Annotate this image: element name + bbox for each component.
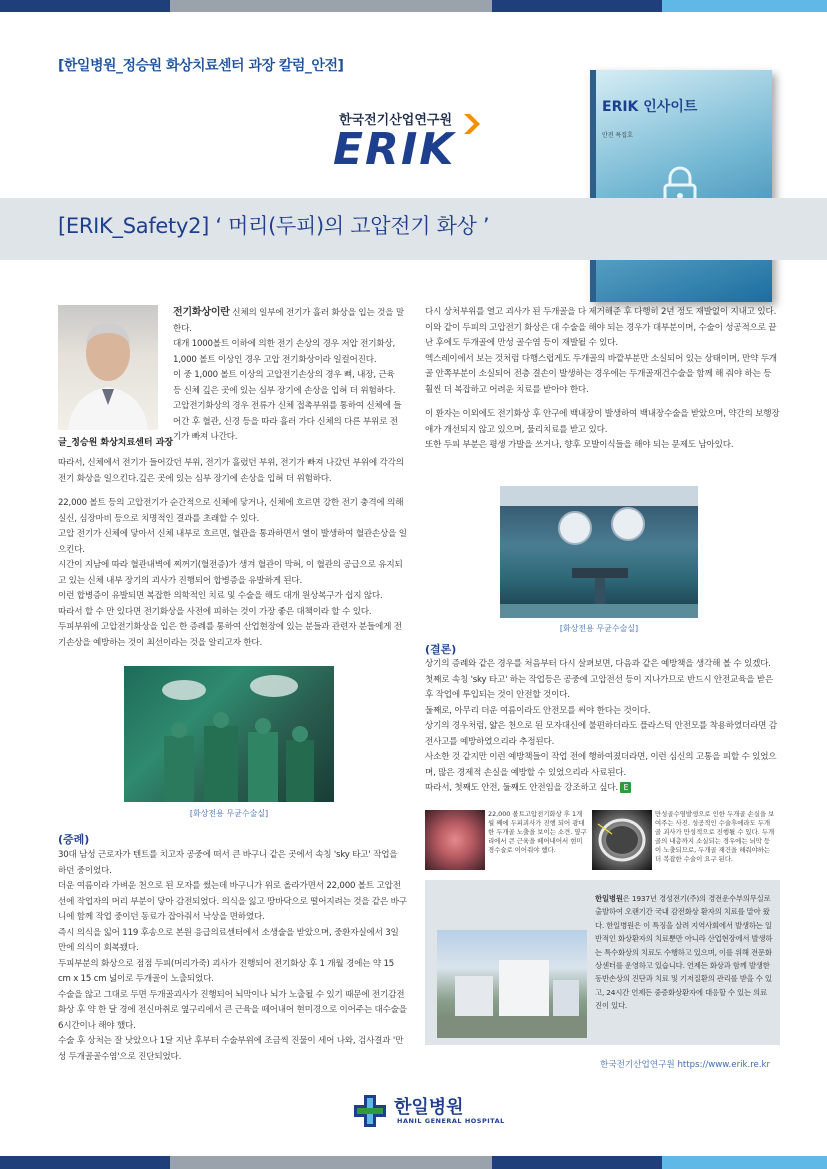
erik-logo-mark-icon xyxy=(460,110,488,138)
paragraph: 상기의 증례와 같은 경우를 처음부터 다시 살펴보면, 다음과 같은 예방책을 생각해 볼 수 있겠다. xyxy=(425,659,771,669)
case-text xyxy=(58,848,408,1065)
paragraph: 22,000 볼트 등의 고압전기가 순간적으로 신체에 닿거나, 신체에 흐르면 강한 전기 충격에 의해 실신, 심장마비 등으로 치명적인 결과를 초래할 수 있다. xyxy=(58,498,404,524)
hospital-description-text: 은 1937년 경성전기(주)의 경전운수부의무실로 출발하여 오랜기간 국내 감전화상 환자의 치료를 맡아 왔다. 한일병원은 이 특징을 살려 지역사회에서 발생하는 일반적인 화상환자의 치료뿐만 아니라 산업현장에서 발생하는 특수화상의 치료도 수행하고 있으며, 이를 위해 전문화상센터를 운영하고 있습니다. 언제든 화상과 함께 발생한 동반손상의 진단과 치료 및 기저질환의 관리를 받을 수 있고, 24시간 언제든 중증화상환자에 대응할 수 있는 의료진이 있다. xyxy=(595,894,773,1011)
author-photo xyxy=(58,305,158,430)
left-body-text xyxy=(58,456,408,651)
right-body-text xyxy=(425,305,780,454)
paragraph: 다시 상처부위를 열고 괴사가 된 두개골을 다 제거해준 후 다행히 2년 정도 재발없이 지내고 있다. xyxy=(425,307,777,317)
paragraph: 고압 전기가 신체에 닿아서 신체 내부로 흐르면, 혈관을 통과하면서 열이 발생하여 혈관손상을 일으킨다. xyxy=(58,529,407,555)
article-title: [ERIK_Safety2] ‘ 머리(두피)의 고압전기 화상 ’ xyxy=(58,214,490,238)
paragraph: 수술을 않고 그대로 두면 두개골괴사가 진행되어 뇌막이나 뇌가 노출될 수 있기 때문에 전기감전 화상 후 약 한 달 경에 전신마취로 옆구리에서 큰 근육을 떼어내어 현미경으로 이어주는 대수술을 6시간이나 해야 했다. xyxy=(58,989,407,1031)
case-heading: (증례) xyxy=(58,833,90,846)
paragraph: 즉시 의식을 잃어 119 후송으로 본원 응급의료센터에서 소생술을 받았으며, 중환자실에서 3일 만에 의식이 회복됐다. xyxy=(58,927,399,953)
paragraph: 따라서 할 수 만 있다면 전기화상을 사전에 피하는 것이 가장 좋은 대책이라 할 수 있다. xyxy=(58,606,372,617)
hospital-name-bold: 한일병원 xyxy=(595,894,623,903)
hospital-logo-name: 한일병원 xyxy=(394,1097,464,1118)
hospital-description xyxy=(595,892,773,1013)
intro-line: 1,000 볼트 이상인 경우 고압 전기화상이라 일컬어진다. xyxy=(173,354,377,365)
conclusion-text xyxy=(425,657,780,797)
magazine-cover xyxy=(590,70,772,302)
paragraph: 이 환자는 이외에도 전기화상 후 안구에 백내장이 발생하여 백내장수술을 받았으며, 약간의 보행장애가 개선되지 않고 있으며, 물리치료를 받고 있다. xyxy=(425,409,780,435)
skull-xray-caption: 만성골수염발생으로 인한 두개골 손실을 보여주는 사진. 성공적인 수술후에라도 두개골 괴사가 만성적으로 진행될 수 있다. 두개골의 내층까지 소실되는 경우에는 뇌막 등이 노출되므로, 두개골 재건을 해줘야하는 더 복잡한 수술이 요구 된다. xyxy=(655,810,775,863)
erik-logo: ERIK xyxy=(333,124,456,175)
photo2-caption: [화상전용 무균수술실] xyxy=(559,624,639,633)
paragraph: 또한 두피 부분은 평생 가발을 쓰거나, 향후 모발이식들을 해야 되는 문제도 남아있다. xyxy=(425,440,734,450)
org-name: 한국전기산업연구원 xyxy=(339,113,453,128)
paragraph: 사소한 것 같지만 이런 예방책들이 작업 전에 행하여졌더라면, 이런 심신의 고통을 피할 수 있었으며, 많은 경제적 손실을 예방할 수 있었으리라 사료된다. xyxy=(425,752,777,778)
top-color-strip xyxy=(0,0,827,12)
column-tag: [한일병원_정승원 화상치료센터 과장 칼럼_안전] xyxy=(58,58,344,74)
surgical-lights-icon xyxy=(500,486,698,618)
bottom-color-strip xyxy=(0,1156,827,1169)
skull-xray-photo xyxy=(592,810,652,870)
paragraph: 따라서, 신체에서 전기가 들어갔던 부위, 전기가 흘렀던 부위, 전기가 빠져 나갔던 부위에 각각의 전기 화상을 일으킨다.깊은 곳에 있는 심부 장기에 손상을 입혀 더 위험하다. xyxy=(58,458,404,484)
paragraph: 더운 여름이라 가벼운 천으로 된 모자를 썼는데 바구니가 위로 올라가면서 22,000 볼트 고압전선에 작업자의 머리 부분이 닿아 감전되었다. 의식을 잃고 땅바닥으로 떨어지려는 것을 같은 바구니에 함께 작업 중이던 동료가 잡아줘서 낙상을 면하였다. xyxy=(58,881,407,922)
operating-room-photo xyxy=(500,486,698,618)
hospital-building-icon xyxy=(437,930,587,1038)
intro-lead: 신체의 일부에 전기가 흘러 화상을 입는 것을 말한다. xyxy=(173,308,404,334)
surgery-photo xyxy=(124,666,334,802)
hospital-building-photo xyxy=(437,930,587,1038)
magazine-spine xyxy=(590,70,596,302)
magazine-title: ERIK 인사이트 xyxy=(602,99,698,115)
end-mark-icon: E xyxy=(620,782,631,793)
photo1-caption: [화상전용 무균수술실] xyxy=(189,809,269,818)
conclusion-heading: (결론) xyxy=(425,643,457,656)
paragraph: 첫째로 속칭 'sky 타고' 하는 작업등은 공중에 고압전선 등이 지나가므로 반드시 안전교육을 받은 후 작업에 투입되는 것이 안전할 것이다. xyxy=(425,674,774,700)
paragraph: 이런 합병증이 유발되면 복잡한 의학적인 치료 및 수술을 해도 대개 원상복구가 쉽지 않다. xyxy=(58,591,383,601)
author-caption: 글_정승원 화상치료센터 과장 xyxy=(58,438,174,448)
intro-line: 고압전기화상의 경우 전류가 신체 접촉부위를 통하여 신체에 들어간 후 혈관, 신경 등을 따라 흘러 가다 신체의 다른 부위로 전기가 빠져 나간다. xyxy=(173,401,402,442)
author-silhouette-icon xyxy=(58,305,158,430)
paragraph: 상기의 경우처럼, 얇은 천으로 된 모자대신에 불편하더라도 플라스틱 안전모를 착용하였더라면 감전사고를 예방하였으리라 추정된다. xyxy=(425,721,777,747)
intro-line: 대개 1000볼트 이하에 의한 전기 손상의 경우 저압 전기화상, xyxy=(173,339,396,349)
paragraph: 두피부분의 화상으로 점점 두피(머리가죽) 괴사가 진행되어 전기화상 후 1 개월 경에는 약 15 cm x 15 cm 넓이로 두개골이 노출되었다. xyxy=(58,958,395,984)
paragraph: 이와 같이 두피의 고압전기 화상은 대 수술을 해야 되는 경우가 대부분이며, 수술이 성공적으로 끝난 후에도 두개골에 만성 골수염 등이 재발될 수 있다. xyxy=(425,322,777,348)
scalp-wound-photo xyxy=(425,810,485,870)
conclusion-last-line: 따라서, 첫째도 안전, 둘째도 안전임을 강조하고 싶다. xyxy=(425,783,618,793)
scalp-wound-caption: 22,000 볼트고압전기화상 후 1개월 째에 두피괴사가 진행 되어 광대한 두개골 노출을 보이는 소견. 옆구리에서 큰 근육을 떼어내어서 현미경수술로 이어줘야 했다. xyxy=(488,810,587,854)
hanil-hospital-logo-icon xyxy=(352,1093,388,1129)
paragraph: 두피부위에 고압전기화상을 입은 한 증례를 통하여 산업현장에 있는 분들과 관련자 분들에게 전기손상을 예방하는 것이 최선이라는 것을 알리고자 한다. xyxy=(58,622,402,648)
intro-line: 이 중 1,000 볼트 이상의 고압전기손상의 경우 뼈, 내장, 근육 등 신체 깊은 곳에 있는 심부 장기에 손상을 입혀 더 위험하다. xyxy=(173,370,396,396)
hospital-logo-english: HANIL GENERAL HOSPITAL xyxy=(397,1117,505,1125)
operating-room-scene-icon xyxy=(124,666,334,802)
intro-text xyxy=(173,305,405,446)
paragraph: 30대 남성 근로자가 텐트를 치고자 공중에 떠서 큰 바구니 같은 곳에서 속칭 'sky 타고' 작업을 하던 중이었다. xyxy=(58,850,398,876)
paragraph: 시간이 지남에 따라 혈관내벽에 찌꺼기(혈전증)가 생겨 혈관이 막혀, 이 혈관의 공급으로 유지되고 있는 신체 내부 장기의 괴사가 진행되어 합병증을 유발하게 된다. xyxy=(58,560,403,586)
skull-icon xyxy=(592,810,652,870)
erik-website-link[interactable]: 한국전기산업연구원 https://www.erik.re.kr xyxy=(600,1060,771,1070)
intro-lead-bold: 전기화상이란 xyxy=(173,307,230,318)
paragraph: 둘째로, 아무리 더운 여름이라도 안전모를 써야 한다는 것이다. xyxy=(425,705,651,716)
paragraph: 엑스레이에서 보는 것처럼 다행스럽게도 두개골의 바깥부분만 소실되어 있는 상태이며, 만약 두개골 안쪽부분이 소실되어 전층 결손이 발생하는 경우에는 두개골재건수술을 함께 해 줘야 하는 등 훨씬 더 복잡하고 어려운 치료를 받아야 한다. xyxy=(425,353,777,395)
paragraph: 수술 후 상처는 잘 낫았으나 1달 지난 후부터 수술부위에 조금씩 진물이 세어 나와, 검사결과 '만성 두개골골수염'으로 진단되었다. xyxy=(58,1036,404,1062)
magazine-subtitle: 안전 특집호 xyxy=(602,132,633,139)
